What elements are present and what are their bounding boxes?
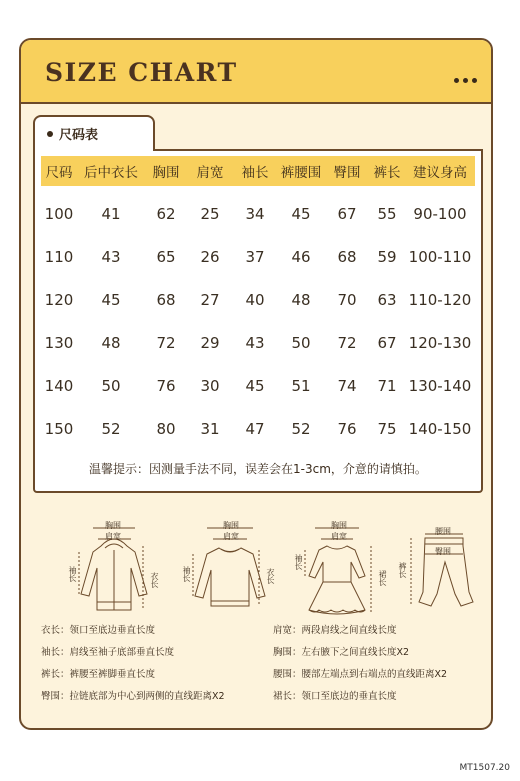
table-cell: 48: [291, 290, 311, 309]
sleeve-label: 袖长: [68, 566, 77, 582]
table-cell: 40: [245, 290, 265, 309]
shoulder-label: 肩宽: [223, 532, 239, 541]
table-cell: 63: [377, 290, 397, 309]
table-cell: 27: [200, 290, 220, 309]
table-cell: 50: [101, 376, 121, 395]
table-cell: 130: [44, 333, 74, 352]
chest-label: 胸围: [331, 521, 347, 530]
column-header: 裤长: [369, 156, 405, 186]
table-cell: 140-150: [408, 419, 472, 438]
table-cell: 150: [44, 419, 74, 438]
definition-item: 腰围：腰部左端点到右端点的直线距离X2: [273, 669, 448, 680]
more-icon: [454, 78, 477, 83]
length-label: 衣长: [150, 572, 159, 588]
column-header: 建议身高: [405, 156, 475, 186]
product-code: MT1507.20: [459, 763, 510, 773]
table-cell: 26: [200, 247, 220, 266]
chest-label: 胸围: [223, 521, 239, 530]
table-cell: 59: [377, 247, 397, 266]
table-cell: 51: [291, 376, 311, 395]
column-header: 裤腰围: [277, 156, 325, 186]
table-cell: 72: [337, 333, 357, 352]
column-header: 尺码: [41, 156, 77, 186]
table-cell: 76: [337, 419, 357, 438]
table-cell: 34: [245, 204, 265, 223]
table-cell: 74: [337, 376, 357, 395]
bullet-icon: [47, 131, 53, 137]
table-cell: 37: [245, 247, 265, 266]
definition-item: 肩宽：两段肩线之间直线长度: [273, 625, 397, 636]
table-cell: 50: [291, 333, 311, 352]
table-cell: 71: [377, 376, 397, 395]
table-cell: 100-110: [408, 247, 472, 266]
table-cell: 90-100: [413, 204, 467, 223]
table-cell: 70: [337, 290, 357, 309]
table-cell: 120-130: [408, 333, 472, 352]
size-chart-card: [19, 38, 493, 730]
table-cell: 68: [337, 247, 357, 266]
table-cell: 120: [44, 290, 74, 309]
page-title: SIZE CHART: [45, 58, 238, 87]
table-row: [41, 186, 475, 235]
table-cell: 25: [200, 204, 220, 223]
definition-item: 臀围：拉链底部为中心到两侧的直线距离X2: [41, 691, 225, 702]
table-cell: 41: [101, 204, 121, 223]
table-cell: 30: [200, 376, 220, 395]
header-banner: [21, 40, 491, 104]
table-row: [41, 364, 475, 407]
table-row: [41, 278, 475, 321]
pants-diagram: [389, 506, 493, 636]
table-cell: 45: [245, 376, 265, 395]
table-row: [41, 235, 475, 278]
measurement-tip: 温馨提示：因测量手法不同，误差会在1-3cm，介意的请慎拍。: [89, 462, 427, 476]
table-cell: 130-140: [408, 376, 472, 395]
table-cell: 67: [337, 204, 357, 223]
sleeve-label: 袖长: [182, 566, 191, 582]
table-row: [41, 321, 475, 364]
table-cell: 55: [377, 204, 397, 223]
column-header: 后中衣长: [77, 156, 145, 186]
hip-label: 臀围: [435, 547, 451, 556]
table-cell: 76: [156, 376, 176, 395]
table-cell: 31: [200, 419, 220, 438]
table-cell: 45: [101, 290, 121, 309]
waist-label: 腰围: [435, 527, 451, 536]
jacket-diagram: [65, 506, 175, 636]
table-cell: 80: [156, 419, 176, 438]
column-header: 臀围: [325, 156, 369, 186]
size-table: [41, 156, 475, 450]
definition-item: 衣长：领口至底边垂直长度: [41, 625, 156, 636]
tab-label: 尺码表: [59, 128, 99, 143]
table-cell: 65: [156, 247, 176, 266]
column-header: 肩宽: [187, 156, 233, 186]
table-cell: 68: [156, 290, 176, 309]
length-label: 裤长: [398, 562, 407, 578]
column-header: 袖长: [233, 156, 277, 186]
table-cell: 29: [200, 333, 220, 352]
table-cell: 140: [44, 376, 74, 395]
table-cell: 62: [156, 204, 176, 223]
table-cell: 43: [101, 247, 121, 266]
table-header-row: [41, 156, 475, 186]
table-cell: 52: [291, 419, 311, 438]
measurement-diagrams: [21, 506, 491, 636]
table-cell: 52: [101, 419, 121, 438]
table-cell: 110-120: [408, 290, 472, 309]
definition-item: 胸围：左右腋下之间直线长度X2: [273, 647, 410, 658]
definition-item: 裙长：领口至底边的垂直长度: [273, 691, 397, 702]
table-cell: 47: [245, 419, 265, 438]
chest-label: 胸围: [105, 521, 121, 530]
definition-item: 裤长：裤腰至裤脚垂直长度: [41, 669, 156, 680]
tab-size-table: [33, 115, 155, 151]
shoulder-label: 肩宽: [331, 532, 347, 541]
table-cell: 46: [291, 247, 311, 266]
table-row: [41, 407, 475, 450]
definition-item: 袖长：肩线至袖子底部垂直长度: [41, 647, 175, 658]
sleeve-label: 袖长: [294, 554, 303, 570]
table-cell: 43: [245, 333, 265, 352]
panel-top-border: [153, 149, 483, 151]
table-cell: 72: [156, 333, 176, 352]
table-cell: 45: [291, 204, 311, 223]
table-cell: 67: [377, 333, 397, 352]
dress-diagram: [293, 506, 403, 636]
table-cell: 48: [101, 333, 121, 352]
table-cell: 75: [377, 419, 397, 438]
length-label: 裙长: [378, 570, 387, 586]
table-cell: 100: [44, 204, 74, 223]
length-label: 衣长: [266, 568, 275, 584]
sweater-diagram: [181, 506, 291, 636]
table-cell: 110: [44, 247, 74, 266]
column-header: 胸围: [145, 156, 187, 186]
shoulder-label: 肩宽: [105, 532, 121, 541]
